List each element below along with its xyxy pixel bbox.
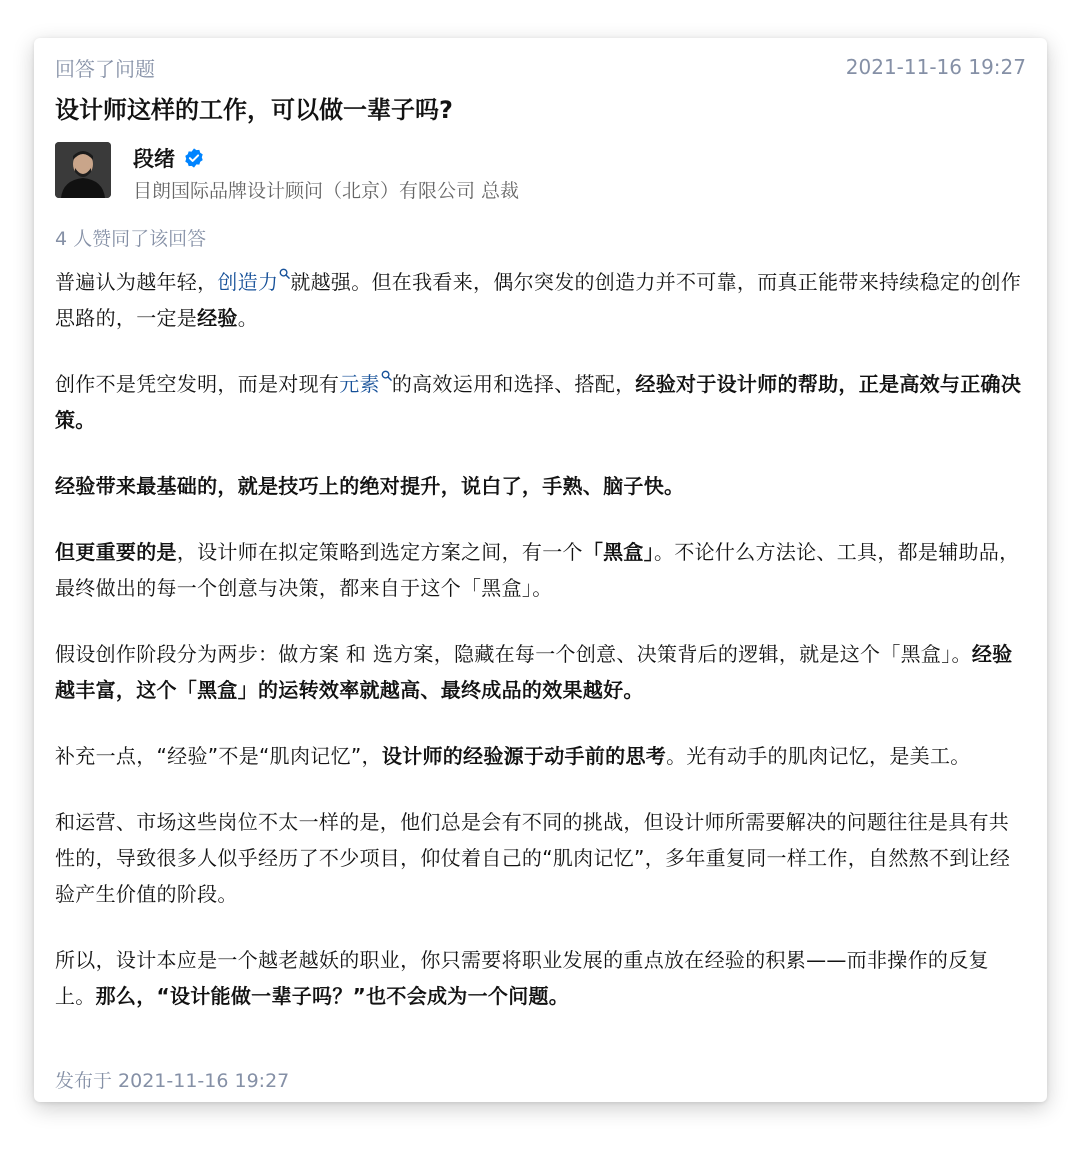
- question-title[interactable]: 设计师这样的工作，可以做一辈子吗?: [55, 96, 453, 124]
- text-span: 创作不是凭空发明，而是对现有: [55, 372, 340, 396]
- bold-text: 那么，“设计能做一辈子吗？”也不会成为一个问题。: [95, 984, 570, 1008]
- text-span: 。不论什么方法论、工具，都是辅助品，最终做出的每一个创意与决策，都来自于这个「黑盒」。: [55, 540, 1020, 600]
- card-header: [55, 52, 1026, 82]
- paragraph-2: [55, 366, 1029, 438]
- bold-text: 「黑盒」: [582, 540, 655, 564]
- author-headline: 目朗国际品牌设计顾问（北京）有限公司 总裁: [133, 180, 520, 202]
- bold-text: 经验带来最基础的，就是技巧上的绝对提升，说白了，手熟、脑子快。: [55, 474, 685, 498]
- text-span: 和运营、市场这些岗位不太一样的是，他们总是会有不同的挑战，但设计师所需要解决的问题往往是具有共性的，导致很多人似乎经历了不少项目，仰仗着自己的“肌肉记忆”，多年重复同一样工作，自然熬不到让经验产生价值的阶段。: [55, 810, 1011, 906]
- keyword-link-elements[interactable]: [339, 372, 392, 396]
- bold-text: 但更重要的是: [55, 540, 177, 564]
- paragraph-5: [55, 636, 1029, 708]
- text-span: 的高效运用和选择、搭配，: [391, 372, 636, 396]
- keyword-text: 元素: [339, 372, 380, 396]
- timestamp: 2021-11-16 19:27: [845, 55, 1026, 79]
- author-name[interactable]: 段绪: [133, 147, 175, 171]
- text-span: 补充一点，“经验”不是“肌肉记忆”，: [55, 744, 382, 768]
- bold-text: 设计师的经验源于动手前的思考: [381, 744, 667, 768]
- keyword-link-creativity[interactable]: [217, 270, 290, 294]
- text-span: ，设计师在拟定策略到选定方案之间，有一个: [176, 540, 583, 564]
- bold-text: 经验: [197, 306, 238, 330]
- text-span: 。: [237, 306, 259, 330]
- vote-count[interactable]: 4 人赞同了该回答: [55, 228, 207, 250]
- bold-text: 经验越丰富，这个「黑盒」的运转效率就越高、最终成品的效果越好。: [55, 642, 1013, 702]
- author-info: [133, 142, 519, 203]
- paragraph-6: [55, 738, 1029, 774]
- avatar-image: [55, 142, 111, 198]
- avatar[interactable]: [55, 142, 111, 198]
- author-block: [55, 142, 519, 203]
- answer-content: [55, 264, 1029, 1044]
- verified-badge-icon: [183, 147, 205, 169]
- text-span: 普遍认为越年轻，: [55, 270, 218, 294]
- search-icon: [381, 370, 392, 381]
- action-label: 回答了问题: [55, 56, 155, 81]
- keyword-text: 创造力: [217, 270, 279, 294]
- paragraph-1: [55, 264, 1029, 336]
- text-span: 所以，设计本应是一个越老越妖的职业，你只需要将职业发展的重点放在经验的积累——而非操作的反复上。: [55, 948, 989, 1008]
- text-span: 就越强。但在我看来，偶尔突发的创造力并不可靠，而真正能带来持续稳定的创作思路的，一定是: [55, 270, 1022, 330]
- paragraph-8: [55, 942, 1029, 1014]
- publish-time[interactable]: 发布于 2021-11-16 19:27: [55, 1070, 290, 1092]
- bold-text: 经验对于设计师的帮助，正是高效与正确决策。: [55, 372, 1022, 432]
- answer-card: [34, 38, 1047, 1102]
- paragraph-4: [55, 534, 1029, 606]
- paragraph-7: [55, 804, 1029, 912]
- paragraph-3: [55, 468, 1029, 504]
- text-span: 。光有动手的肌肉记忆，是美工。: [666, 744, 971, 768]
- author-name-row: [133, 142, 519, 174]
- search-icon: [279, 268, 290, 279]
- text-span: 假设创作阶段分为两步：做方案 和 选方案，隐藏在每一个创意、决策背后的逻辑，就是这个「黑盒」。: [55, 642, 972, 666]
